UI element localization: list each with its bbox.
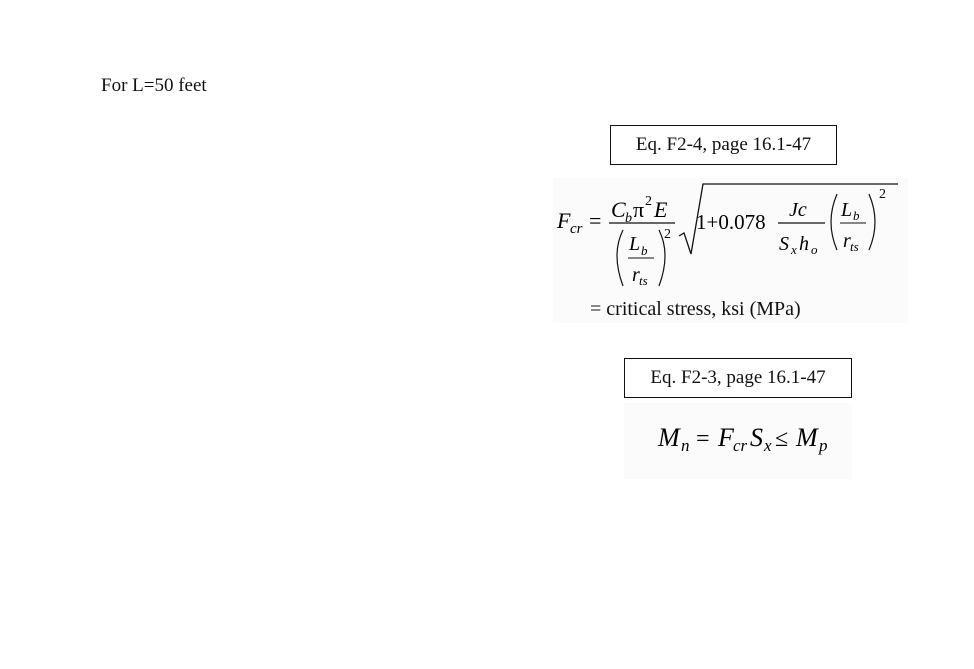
numerator-e: E bbox=[654, 197, 668, 222]
denominator-lb: L bbox=[629, 233, 641, 255]
nominal-moment-formula-glyphs bbox=[624, 403, 852, 479]
denominator-lb-subscript: b bbox=[641, 243, 648, 258]
root-rts-subscript: ts bbox=[850, 239, 859, 254]
sx-term: S bbox=[779, 233, 789, 255]
root-constant-term: 1+0.078 bbox=[696, 210, 766, 234]
denominator-rts-subscript: ts bbox=[639, 273, 648, 288]
fcr-term-subscript: cr bbox=[733, 436, 748, 455]
numerator-c: C bbox=[611, 197, 626, 222]
critical-stress-description: = critical stress, ksi (MPa) bbox=[590, 298, 801, 320]
mp-subscript: p bbox=[819, 436, 828, 455]
sx-term-2: S bbox=[750, 423, 763, 452]
root-rts: r bbox=[843, 230, 851, 252]
root-left-paren bbox=[831, 194, 837, 250]
denominator-rts: r bbox=[632, 264, 640, 286]
root-right-paren bbox=[869, 194, 875, 250]
critical-stress-formula-glyphs bbox=[553, 178, 908, 298]
mp-symbol: M bbox=[796, 423, 818, 452]
root-lb-subscript: b bbox=[853, 208, 860, 223]
denominator-left-paren bbox=[617, 230, 623, 286]
equation-reference-box-2 bbox=[624, 358, 852, 398]
jc-term: Jc bbox=[789, 199, 807, 221]
sx-term-2-subscript: x bbox=[764, 436, 772, 455]
equation-reference-label-2: Eq. F2-3, page 16.1-47 bbox=[650, 367, 826, 388]
numerator-pi: π bbox=[633, 197, 645, 222]
numerator-c-subscript: b bbox=[625, 211, 632, 226]
mn-symbol: M bbox=[658, 423, 680, 452]
equals-sign-1: = bbox=[589, 208, 602, 233]
fcr-symbol: F bbox=[557, 208, 571, 233]
equation-reference-box bbox=[610, 125, 837, 165]
denominator-exponent: 2 bbox=[664, 227, 671, 242]
ho-subscript: o bbox=[811, 242, 818, 257]
mn-subscript: n bbox=[681, 436, 690, 455]
sx-subscript: x bbox=[791, 242, 797, 257]
root-outer-exponent: 2 bbox=[879, 187, 886, 202]
fcr-subscript: cr bbox=[570, 221, 583, 237]
ho-term: h bbox=[799, 233, 809, 255]
equation-reference-label: Eq. F2-4, page 16.1-47 bbox=[635, 134, 812, 155]
less-equal-sign: ≤ bbox=[775, 426, 789, 452]
root-lb: L bbox=[841, 199, 853, 221]
numerator-pi-exponent: 2 bbox=[645, 194, 652, 209]
fcr-term: F bbox=[718, 423, 734, 452]
equals-sign-2: = bbox=[696, 426, 710, 452]
section-heading: For L=50 feet bbox=[101, 75, 207, 96]
